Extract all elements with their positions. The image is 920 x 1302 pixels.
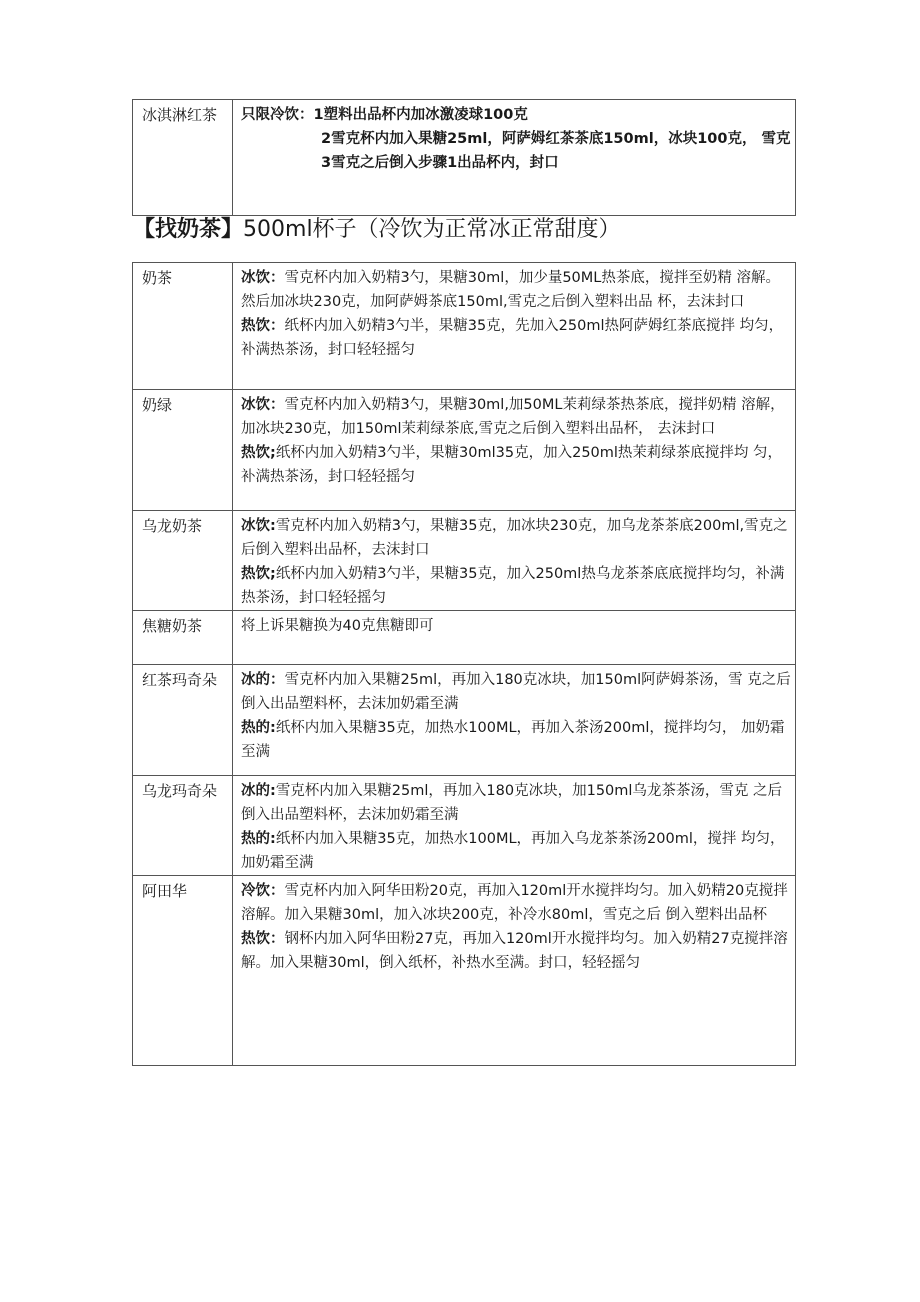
recipe-line bbox=[241, 103, 793, 127]
table-row bbox=[133, 263, 796, 390]
table-row bbox=[133, 611, 796, 665]
recipe-label: 冰饮: bbox=[241, 518, 276, 534]
recipe-block bbox=[241, 927, 793, 975]
table-row bbox=[133, 776, 796, 876]
section-title-rest: 500ml杯子（冷饮为正常冰正常甜度） bbox=[243, 217, 621, 242]
item-recipe bbox=[233, 665, 796, 776]
recipe-block bbox=[241, 393, 793, 441]
item-recipe bbox=[233, 100, 796, 216]
recipe-text: 纸杯内加入果糖35克，加热水100ML，再加入茶汤200ml，搅拌均匀， 加奶霜至满 bbox=[241, 720, 785, 760]
recipe-label: 热饮： bbox=[241, 931, 285, 947]
table-row bbox=[133, 665, 796, 776]
recipe-text: 纸杯内加入奶精3勺半，果糖35克，加入250ml热乌龙茶茶底底搅拌均匀，补满热茶汤，封口轻轻摇匀 bbox=[241, 566, 785, 606]
item-name: 乌龙奶茶 bbox=[133, 511, 233, 611]
recipe-block bbox=[241, 266, 793, 314]
recipe-label: 冷饮： bbox=[241, 883, 285, 899]
recipe-step: 2雪克杯内加入果糖25ml，阿萨姆红茶茶底150ml，冰块100克， 雪克 bbox=[321, 131, 791, 147]
item-recipe bbox=[233, 776, 796, 876]
recipe-block bbox=[241, 514, 793, 562]
recipe-text: 雪克杯内加入奶精3勺，果糖30ml，加少量50ML热茶底，搅拌至奶精 溶解。然后加冰块230克，加阿萨姆茶底150ml,雪克之后倒入塑料出品 杯，去沫封口 bbox=[241, 270, 780, 310]
recipe-text: 雪克杯内加入果糖25ml，再加入180克冰块，加150ml阿萨姆茶汤，雪 克之后倒入出品塑料杯，去沫加奶霜至满 bbox=[241, 672, 791, 712]
table-row bbox=[133, 100, 796, 216]
recipe-text: 雪克杯内加入果糖25ml，再加入180克冰块，加150ml乌龙茶茶汤，雪克 之后倒入出品塑料杯，去沫加奶霜至满 bbox=[241, 783, 783, 823]
section-heading bbox=[133, 214, 621, 246]
recipe-block bbox=[241, 779, 793, 827]
top-recipe-table bbox=[132, 99, 796, 216]
item-name: 焦糖奶茶 bbox=[133, 611, 233, 665]
recipe-block bbox=[241, 441, 793, 489]
recipe-label: 热饮; bbox=[241, 445, 276, 461]
recipe-text: 纸杯内加入奶精3勺半，果糖35克，先加入250ml热阿萨姆红茶底搅拌 均匀，补满热茶汤，封口轻轻摇匀 bbox=[241, 318, 784, 358]
item-recipe bbox=[233, 263, 796, 390]
recipe-block bbox=[241, 314, 793, 362]
recipe-text: 雪克杯内加入奶精3勺，果糖35克，加冰块230克，加乌龙茶茶底200ml,雪克之后倒入塑料出品杯，去沫封口 bbox=[241, 518, 788, 558]
table-row bbox=[133, 876, 796, 1066]
recipe-label: 热的: bbox=[241, 720, 276, 736]
table-row bbox=[133, 390, 796, 511]
recipe-text: 纸杯内加入奶精3勺半，果糖30ml35克，加入250ml热茉莉绿茶底搅拌均 匀，补满热茶汤，封口轻轻摇匀 bbox=[241, 445, 783, 485]
recipe-label: 冰的: bbox=[241, 783, 276, 799]
item-recipe bbox=[233, 511, 796, 611]
milk-tea-recipe-table bbox=[132, 262, 796, 1066]
section-title-bold: 【找奶茶】 bbox=[133, 217, 244, 242]
recipe-label: 热饮; bbox=[241, 566, 276, 582]
item-name: 阿田华 bbox=[133, 876, 233, 1066]
recipe-block bbox=[241, 614, 793, 638]
recipe-label: 只限冷饮： bbox=[241, 107, 314, 123]
recipe-step: 3雪克之后倒入步骤1出品杯内，封口 bbox=[321, 155, 559, 171]
recipe-label: 冰饮： bbox=[241, 270, 285, 286]
recipe-text: 雪克杯内加入奶精3勺，果糖30ml,加50ML茉莉绿茶热茶底，搅拌奶精 溶解，加冰块230克，加150ml茉莉绿茶底,雪克之后倒入塑料出品杯， 去沫封口 bbox=[241, 397, 785, 437]
recipe-label: 冰的： bbox=[241, 672, 285, 688]
item-recipe bbox=[233, 876, 796, 1066]
item-name: 奶绿 bbox=[133, 390, 233, 511]
recipe-label: 冰饮： bbox=[241, 397, 285, 413]
recipe-text: 雪克杯内加入阿华田粉20克，再加入120ml开水搅拌均匀。加入奶精20克搅拌溶解。加入果糖30ml，加入冰块200克，补冷水80ml，雪克之后 倒入塑料出品杯 bbox=[241, 883, 788, 923]
item-name: 乌龙玛奇朵 bbox=[133, 776, 233, 876]
item-recipe bbox=[233, 611, 796, 665]
item-name: 奶茶 bbox=[133, 263, 233, 390]
recipe-text: 将上诉果糖换为40克焦糖即可 bbox=[241, 618, 434, 634]
recipe-block bbox=[241, 562, 793, 610]
recipe-block bbox=[241, 879, 793, 927]
recipe-label: 热饮： bbox=[241, 318, 285, 334]
recipe-label: 热的: bbox=[241, 831, 276, 847]
recipe-block bbox=[241, 716, 793, 764]
recipe-block bbox=[241, 827, 793, 875]
recipe-block bbox=[241, 668, 793, 716]
item-recipe bbox=[233, 390, 796, 511]
recipe-step: 1塑料出品杯内加冰激凌球100克 bbox=[313, 107, 528, 123]
recipe-text: 钢杯内加入阿华田粉27克，再加入120ml开水搅拌均匀。加入奶精27克搅拌溶解。加入果糖30ml，倒入纸杯，补热水至满。封口，轻轻摇匀 bbox=[241, 931, 788, 971]
item-name: 冰淇淋红茶 bbox=[133, 100, 233, 216]
recipe-text: 纸杯内加入果糖35克，加热水100ML，再加入乌龙茶茶汤200ml，搅拌 均匀，加奶霜至满 bbox=[241, 831, 785, 871]
table-row bbox=[133, 511, 796, 611]
item-name: 红茶玛奇朵 bbox=[133, 665, 233, 776]
